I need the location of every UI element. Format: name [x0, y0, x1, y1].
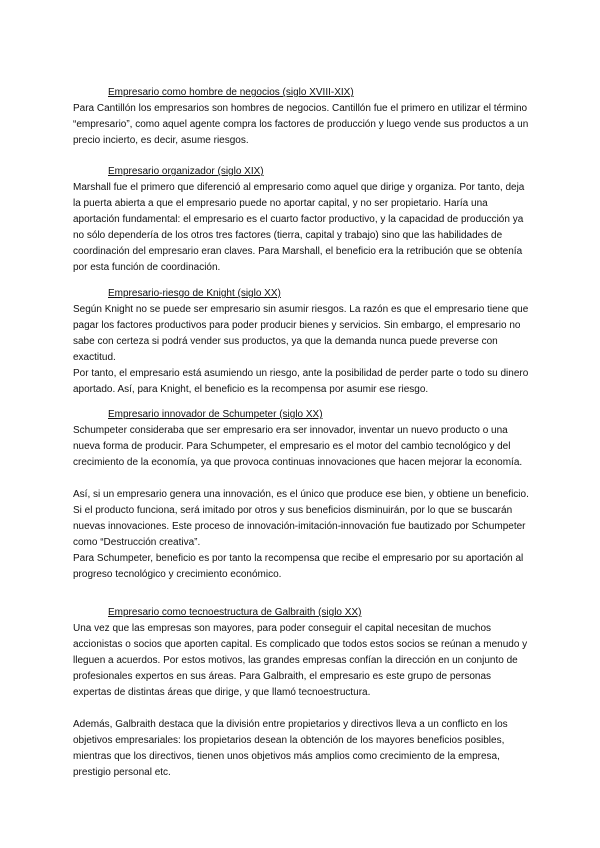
section-paragraph: Marshall fue el primero que diferenció al empresario como aquel que dirige y organiza. Por tanto, deja la puerta abierta a que el empresario puede no aportar capital, y no ser propietario. Haría una aportación fundamental: el empresario es el cuarto factor productivo, y la capacidad de producción ya no sólo dependería de los otros tres factores (tierra, capital y trabajo) sino que las habilidades de coordinación del empresario eran claves. Para Marshall, el beneficio era la retribución que se obtenía por esta función de coordinación.: [73, 182, 525, 273]
section-knight: [73, 286, 531, 398]
section-paragraph: Schumpeter consideraba que ser empresario era ser innovador, inventar un nuevo producto o una nueva forma de producir. Para Schumpeter, el empresario es el motor del cambio tecnológico y del crecimiento de la economía, ya que provoca continuas innovaciones que hacen mejorar la economía.: [73, 425, 523, 468]
section-heading: Empresario innovador de Schumpeter (siglo XX): [108, 409, 323, 420]
section-marshall: [73, 164, 531, 276]
section-schumpeter: [73, 407, 531, 583]
section-paragraph: Por tanto, el empresario está asumiendo un riesgo, ante la posibilidad de perder parte o todo su dinero aportado. Así, para Knight, el beneficio es la recompensa por asumir ese riesgo.: [73, 368, 529, 395]
section-paragraph: Según Knight no se puede ser empresario sin asumir riesgos. La razón es que el empresario tiene que pagar los factores productivos para poder producir bienes y servicios. Sin embargo, el empresario no sabe con certeza si podrá vender sus productos, ya que la demanda nunca puede preverse con exactitud.: [73, 304, 529, 363]
section-paragraph: Para Schumpeter, beneficio es por tanto la recompensa que recibe el empresario por su aportación al progreso tecnológico y crecimiento económico.: [73, 553, 524, 580]
section-heading: Empresario organizador (siglo XIX): [108, 166, 264, 177]
section-heading: Empresario como tecnoestructura de Galbraith (siglo XX): [108, 607, 362, 618]
section-heading: Empresario-riesgo de Knight (siglo XX): [108, 288, 281, 299]
section-paragraph: Además, Galbraith destaca que la división entre propietarios y directivos lleva a un conflicto en los objetivos empresariales: los propietarios desean la obtención de los mayores beneficios posibles, mientras que los directivos, tienen unos objetivos más amplios como crecimiento de la empresa, prestigio personal etc.: [73, 719, 508, 778]
section-cantillon: [73, 85, 531, 149]
section-paragraph: Para Cantillón los empresarios son hombres de negocios. Cantillón fue el primero en utilizar el término “empresario”, como aquel agente compra los factores de producción y luego vende sus productos a un precio incierto, es decir, asume riesgos.: [73, 103, 529, 146]
section-heading: Empresario como hombre de negocios (siglo XVIII-XIX): [108, 87, 354, 98]
section-paragraph: Así, si un empresario genera una innovación, es el único que produce ese bien, y obtiene un beneficio. Si el producto funciona, será imitado por otros y sus beneficios disminuirán, por lo que se buscarán nuevas innovaciones. Este proceso de innovación-imitación-innovación fue bautizado por Schumpeter como “Destrucción creativa”.: [73, 489, 529, 548]
section-galbraith: [73, 605, 531, 781]
section-paragraph: Una vez que las empresas son mayores, para poder conseguir el capital necesitan de muchos accionistas o socios que aporten capital. Es complicado que todos estos socios se reúnan a menudo y lleguen a acuerdos. Por estos motivos, las grandes empresas confían la dirección en un conjunto de profesionales expertos en sus áreas. Para Galbraith, el empresario es este grupo de personas expertas de distintas áreas que dirige, y que llamó tecnoestructura.: [73, 623, 528, 698]
